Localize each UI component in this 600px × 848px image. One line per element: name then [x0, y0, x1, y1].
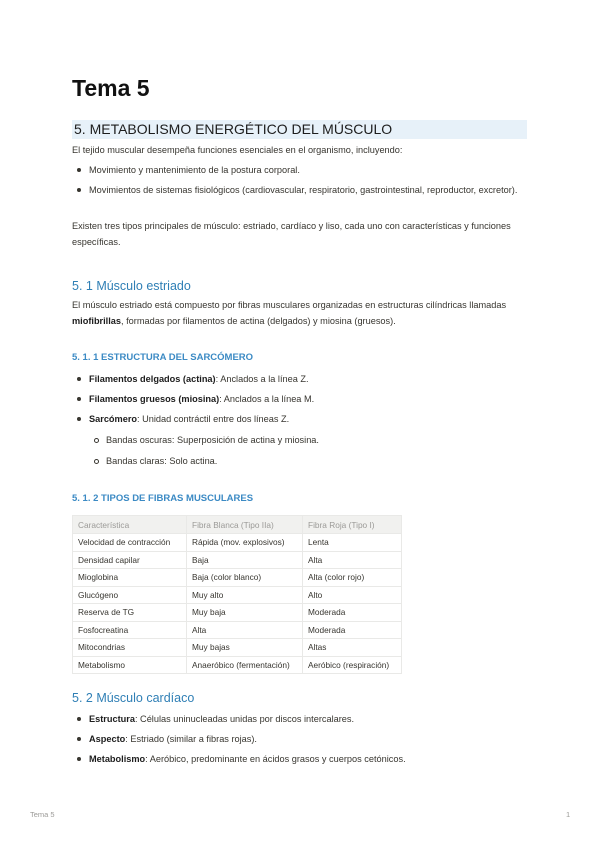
types-paragraph: Existen tres tipos principales de músculo: estriado, cardíaco y liso, cada uno con características y funciones específicas. [72, 221, 511, 247]
table-row: Mitocondrias Muy bajas Altas [73, 639, 402, 657]
list-item: Estructura: Células uninucleadas unidas por discos intercalares. [72, 711, 530, 727]
table-row: Densidad capilar Baja Alta [73, 551, 402, 569]
list-item: Bandas oscuras: Superposición de actina y miosina. [72, 432, 530, 448]
list-item: Filamentos gruesos (miosina): Anclados a la línea M. [72, 391, 530, 407]
column-header: Fibra Roja (Tipo I) [303, 516, 402, 534]
table-row: Fosfocreatina Alta Moderada [73, 621, 402, 639]
fibras-heading: 5. 1. 2 TIPOS DE FIBRAS MUSCULARES [72, 493, 254, 504]
page-title: Tema 5 [72, 75, 150, 101]
footer-title: Tema 5 [30, 810, 55, 819]
table-row: Metabolismo Anaeróbico (fermentación) Aeróbico (respiración) [73, 656, 402, 674]
sarcomero-heading: 5. 1. 1 ESTRUCTURA DEL SARCÓMERO [72, 352, 254, 363]
page-number: 1 [566, 810, 571, 819]
list-item: Sarcómero: Unidad contráctil entre dos líneas Z. [72, 411, 530, 427]
list-item: Movimientos de sistemas fisiológicos (cardiovascular, respiratorio, gastrointestinal, reproductor, excretor). [72, 182, 529, 198]
functions-list [72, 162, 530, 198]
table-row: Mioglobina Baja (color blanco) Alta (color rojo) [73, 569, 402, 587]
table-header-row [73, 516, 402, 534]
table-row: Glucógeno Muy alto Alto [73, 586, 402, 604]
list-item: Filamentos delgados (actina): Anclados a la línea Z. [72, 371, 530, 387]
bandas-list [72, 432, 530, 469]
list-item: Metabolismo: Aeróbico, predominante en ácidos grasos y cuerpos cetónicos. [72, 751, 530, 767]
table-row: Velocidad de contracción Rápida (mov. explosivos) Lenta [73, 534, 402, 552]
cardiaco-list [72, 711, 530, 767]
estriado-heading: 5. 1 Músculo estriado [72, 279, 191, 293]
column-header: Fibra Blanca (Tipo IIa) [187, 516, 303, 534]
section-intro: El tejido muscular desempeña funciones esenciales en el organismo, incluyendo: [72, 145, 403, 155]
estriado-paragraph: El músculo estriado está compuesto por fibras musculares organizadas en estructuras cilíndricas llamadas miofibrillas, formadas por filamentos de actina (delgados) y miosina (gruesos). [72, 300, 507, 326]
table-row: Reserva de TG Muy baja Moderada [73, 604, 402, 622]
column-header: Característica [73, 516, 187, 534]
fibras-table [72, 515, 402, 674]
list-item: Movimiento y mantenimiento de la postura corporal. [72, 162, 530, 178]
list-item: Aspecto: Estriado (similar a fibras rojas). [72, 731, 530, 747]
section-heading: 5. METABOLISMO ENERGÉTICO DEL MÚSCULO [72, 120, 527, 139]
sarcomero-list [72, 371, 530, 427]
cardiaco-heading: 5. 2 Músculo cardíaco [72, 691, 195, 705]
list-item: Bandas claras: Solo actina. [72, 453, 530, 469]
